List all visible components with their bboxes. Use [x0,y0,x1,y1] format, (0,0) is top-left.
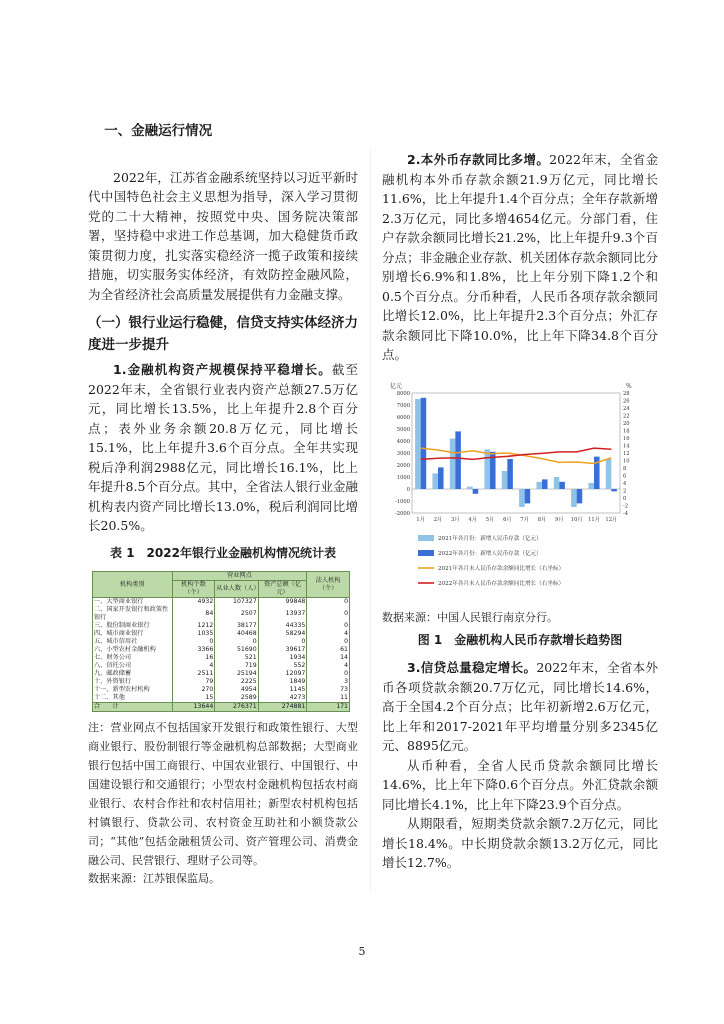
col-header-category: 机构类别 [93,572,173,598]
bar [554,477,560,489]
table-row [93,678,350,686]
row-label: 九、邮政储蓄 [93,670,173,678]
table-row [93,654,350,662]
bar [421,397,427,488]
cell-value: 107327 [215,598,258,607]
row-label: 五、城市信用社 [93,638,173,646]
bar [507,459,513,489]
cell-value: 15 [172,694,215,703]
y-left-tick: 3000 [396,450,410,457]
y-left-tick: 2000 [396,462,410,469]
cell-value: 39617 [258,646,307,654]
cell-value: 1212 [172,622,215,630]
bar [571,489,577,507]
row-label: 八、信托公司 [93,662,173,670]
paragraph-currency: 从币种看，全省人民币贷款余额同比增长14.6%，比上年下降0.6个百分点。外汇贷款余额同比增长4.1%，比上年下降23.9个百分点。 [382,757,658,812]
table-row [93,670,350,678]
bar [606,459,612,489]
y-right-tick: -4 [623,510,629,517]
y-left-tick: 1000 [396,474,410,481]
cell-value: 0 [307,670,350,678]
cell-value: 0 [307,606,350,622]
y-right-tick: 6 [623,473,627,479]
y-right-tick: 4 [623,480,627,487]
table-row [93,598,350,607]
total-label: 合 计 [93,703,173,712]
paragraph-credit-body: 2022年末，全省本外币各项贷款余额20.7万亿元，同比增长14.6%，高于全国4.2个百分点；比年初新增2.6万亿元，比上年和2017-2021年平均增量分别多2345亿元、8895亿元。 [382,660,659,753]
x-tick-label: 8月 [537,516,547,523]
table-row [93,646,350,654]
bar [484,449,490,489]
cell-value: 12097 [258,670,307,678]
bar [588,483,594,489]
cell-value: 61 [307,646,350,654]
total-value: 276371 [215,703,258,712]
cell-value: 0 [307,622,350,630]
y-right-tick: 2 [623,488,627,494]
cell-value: 3 [307,678,350,686]
table-row [93,622,350,630]
table-row [93,638,350,646]
paragraph-credit [382,658,658,756]
cell-value: 58294 [258,630,307,638]
x-tick-label: 10月 [570,516,583,523]
cell-value: 552 [258,662,307,670]
bar [450,438,456,488]
y-left-tick: 6000 [396,414,410,421]
x-tick-label: 12月 [605,516,618,523]
bar [577,489,583,503]
y-right-tick: 8 [623,465,627,472]
cell-value: 0 [307,638,350,646]
cell-value: 4273 [258,694,307,703]
table-row [93,694,350,703]
x-tick-label: 7月 [520,516,529,523]
bar [559,481,565,488]
row-label: 二、国家开发银行和政策性银行 [93,606,173,622]
y-right-tick: 26 [623,398,630,404]
paragraph-assets-body: 截至2022年末，全省银行业表内资产总额27.5万亿元，同比增长13.5%，比上年提升2.8个百分点；表外业务余额20.8万亿元，同比增长15.1%，比上年提升3.6个百分点。全年共实现税后净利润2988亿元，同比增长16.1%，比上年提升8.5个百分点。其中，全省法人银行业金融机构表内资产同比增长13.0%，税后利润同比增长20.5%。 [88,362,358,533]
y-right-tick: 0 [623,495,627,502]
y-left-tick: 4000 [396,438,410,445]
cell-value: 0 [258,638,307,646]
y-left-tick: -2000 [395,510,410,517]
cell-value: 2225 [215,678,258,686]
section-title: 一、金融运行情况 [104,123,213,139]
col-header-staff: 从业人数（人） [215,581,258,598]
paragraph-assets-lead: 1.金融机构资产规模保持平稳增长。 [113,362,332,377]
paragraph-deposits [382,150,658,365]
row-label: 十一、新型农村机构 [93,686,173,694]
table-row [93,606,350,622]
bar [473,489,479,494]
paragraph-assets [88,360,358,536]
y-right-tick: 22 [623,413,630,419]
col-header-count: 机构个数（个） [172,581,215,598]
y-left-tick: -1000 [395,498,410,505]
y-right-tick: 24 [623,405,630,412]
row-label: 三、股份制商业银行 [93,622,173,630]
bar [438,467,444,489]
y-right-tick: -2 [623,503,629,509]
bar [455,431,461,489]
cell-value: 270 [172,686,215,694]
legend-label: 2022年各月末人民币存款余额同比增长（右坐标） [438,580,565,587]
deposit-trend-chart [388,379,650,609]
column-gutter [370,150,371,890]
cell-value: 719 [215,662,258,670]
cell-value: 4 [172,662,215,670]
bar [519,489,525,507]
cell-value: 1145 [258,686,307,694]
cell-value: 0 [307,598,350,607]
table-row [93,662,350,670]
bar [432,473,438,489]
cell-value: 13937 [258,606,307,622]
legend-label: 2021年各月份：新增人民币存款（亿元） [438,535,542,542]
cell-value: 44335 [258,622,307,630]
cell-value: 14 [307,654,350,662]
cell-value: 1934 [258,654,307,662]
x-tick-label: 1月 [416,516,425,523]
row-label: 四、城市商业银行 [93,630,173,638]
col-header-legal: 法人机构（个） [307,572,350,598]
cell-value: 2507 [215,606,258,622]
chart-source: 数据来源：中国人民银行南京分行。 [382,610,558,624]
cell-value: 73 [307,686,350,694]
legend-label: 2022年各月份：新增人民币存款（亿元） [438,550,542,557]
x-tick-label: 6月 [503,516,512,523]
y-right-tick: 14 [623,443,630,449]
table-total-row [93,703,350,712]
table-note: 注：营业网点不包括国家开发银行和政策性银行、大型商业银行、股份制银行等金融机构总部数据；大型商业银行包括中国工商银行、中国农业银行、中国银行、中国建设银行和交通银行；小型农村金融机构包括农村商业银行、农村合作社和农村信用社；新型农村机构包括村镇银行、贷款公司、农村资金互助社和小额贷款公司；“其他”包括金融租赁公司、资产管理公司、消费金融公司、民营银行、理财子公司等。 [88,721,358,867]
paragraph-term: 从期限看，短期类贷款余额7.2万亿元，同比增长18.4%。中长期贷款余额13.2万亿元，同比增长12.7%。 [382,816,658,870]
cell-value: 0 [215,638,258,646]
col-header-assets: 资产总额（亿元） [258,581,307,598]
cell-value: 2589 [215,694,258,703]
y-right-tick: 12 [623,450,630,457]
cell-value: 4954 [215,686,258,694]
legend-swatch [418,535,434,541]
bar [502,471,508,489]
bar [415,399,421,489]
bar [536,481,542,488]
cell-value: 2511 [172,670,215,678]
y-left-tick: 7000 [396,402,410,409]
table-caption: 表 1 2022年银行业金融机构情况统计表 [110,545,336,560]
bar [467,486,473,488]
paragraph-deposits-body: 2022年末，全省金融机构本外币存款余额21.9万亿元，同比增长11.6%，比上年提升1.4个百分点；全年存款新增2.3万亿元，同比多增4654亿元。分部门看，住户存款余额同比增长21.2%，比上年提升9.3个百分点；非金融企业存款、机关团体存款余额同比分别增长6.9%和1.8%，比上年分别下降1.2个和0.5个百分点。分币种看，人民币各项存款余额同比增长12.0%，比上年提升2.3个百分点；外汇存款余额同比下降10.0%，比上年下降34.8个百分点。 [382,152,659,362]
total-value: 171 [307,703,350,712]
x-tick-label: 9月 [555,516,564,523]
cell-value: 1849 [258,678,307,686]
y-right-tick: 28 [623,390,630,397]
x-tick-label: 5月 [485,516,495,523]
table-source: 数据来源：江苏银保监局。 [88,872,220,885]
total-value: 13644 [172,703,215,712]
x-tick-label: 11月 [588,516,600,523]
y-right-label: % [626,382,632,390]
bar [542,479,548,489]
cell-value: 11 [307,694,350,703]
y-left-tick: 0 [406,486,410,493]
cell-value: 4932 [172,598,215,607]
cell-value: 16 [172,654,215,662]
bar [611,489,617,491]
row-label: 六、小型农村金融机构 [93,646,173,654]
plot-frame [412,393,620,513]
y-right-tick: 20 [623,420,630,427]
x-tick-label: 3月 [451,516,460,523]
table-row [93,630,350,638]
cell-value: 3366 [172,646,215,654]
legend-swatch [418,550,434,556]
paragraph-deposits-lead: 2.本外币存款同比多增。 [407,152,550,167]
cell-value: 84 [172,606,215,622]
row-label: 七、财务公司 [93,654,173,662]
cell-value: 25194 [215,670,258,678]
cell-value: 99848 [258,598,307,607]
row-label: 十、外资银行 [93,678,173,686]
y-right-tick: 16 [623,435,630,442]
row-label: 一、大型商业银行 [93,598,173,607]
cell-value: 40468 [215,630,258,638]
cell-value: 51690 [215,646,258,654]
y-left-tick: 5000 [396,426,410,433]
intro-paragraph: 2022年，江苏省金融系统坚持以习近平新时代中国特色社会主义思想为指导，深入学习贯彻党的二十大精神，按照党中央、国务院决策部署，坚持稳中求进工作总基调，加大稳健货币政策贯彻力度，扎实落实稳经济一揽子政策和接续措施，切实服务实体经济，有效防控金融风险，为全省经济社会高质量发展提供有力金融支撑。 [88,169,358,302]
cell-value: 4 [307,662,350,670]
y-left-tick: 8000 [396,390,410,397]
total-value: 274881 [258,703,307,712]
subsection-title: （一）银行业运行稳健，信贷支持实体经济力度进一步提升 [88,315,358,353]
cell-value: 1035 [172,630,215,638]
paragraph-credit-lead: 3.信贷总量稳定增长。 [407,660,537,675]
cell-value: 4 [307,630,350,638]
left-column [88,118,358,888]
y-right-tick: 18 [623,428,630,434]
table-row [93,686,350,694]
legend-label: 2021年各月末人民币存款余额同比增长（右坐标） [438,565,565,572]
x-tick-label: 4月 [468,516,477,523]
bank-institutions-table [92,571,350,712]
y-right-tick: 10 [623,458,630,464]
cell-value: 79 [172,678,215,686]
cell-value: 0 [172,638,215,646]
cell-value: 38177 [215,622,258,630]
page-number: 5 [358,945,366,958]
right-column [382,150,658,873]
chart-caption: 图 1 金融机构人民币存款增长趋势图 [417,632,623,647]
col-header-business: 营业网点 [172,572,307,581]
bar [525,489,531,503]
y-left-label: 亿元 [390,382,403,390]
row-label: 十二、其他 [93,694,173,703]
x-tick-label: 2月 [433,516,443,523]
table-body [93,598,350,712]
cell-value: 521 [215,654,258,662]
